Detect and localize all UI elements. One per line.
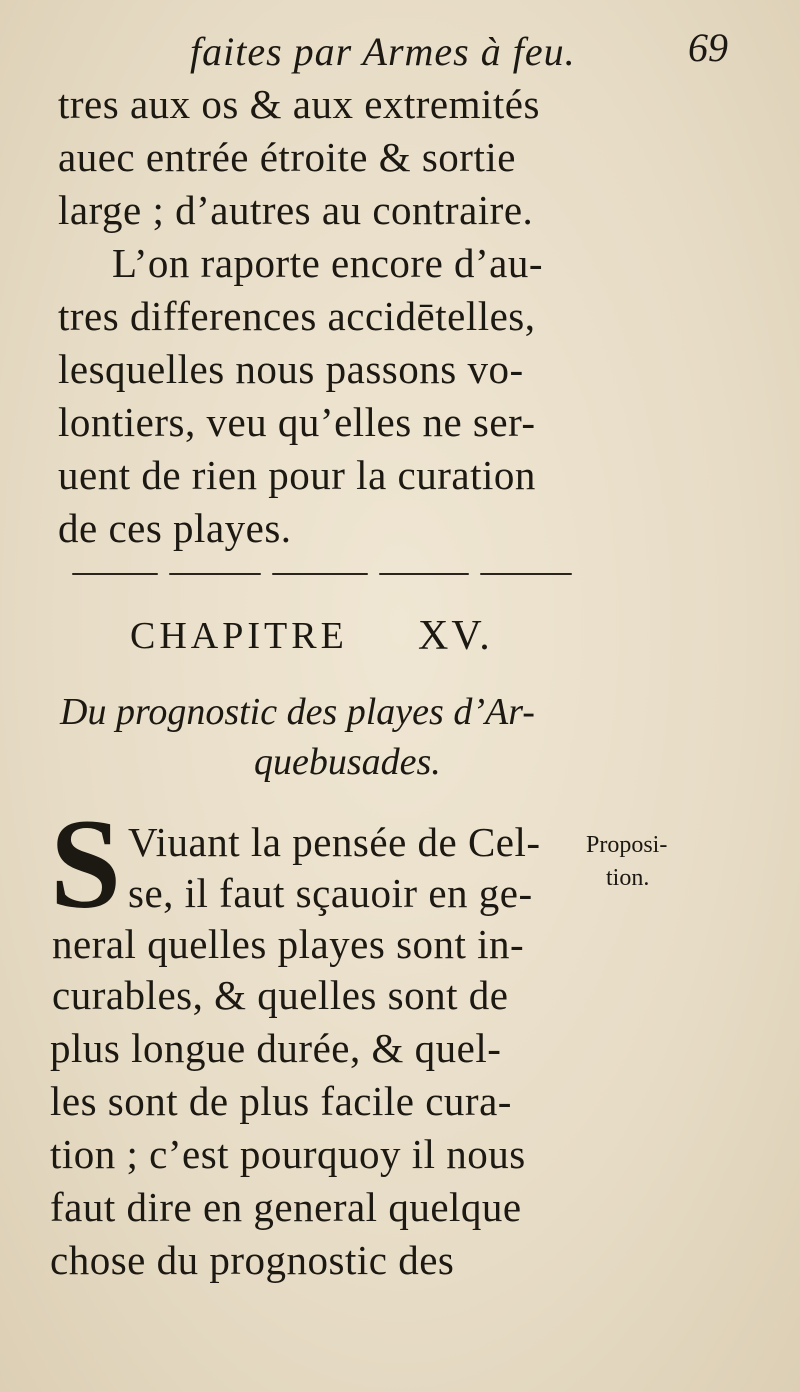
text-line: tres differences accidētelles,: [58, 293, 536, 339]
text-line: neral quelles playes sont in-: [52, 921, 525, 967]
text-line: curables, & quelles sont de: [52, 972, 509, 1018]
text-line: plus longue durée, & quel-: [50, 1025, 502, 1071]
text-line: tres aux os & aux extremités: [58, 81, 540, 127]
text-line: chose du prognostic des: [50, 1237, 455, 1283]
text-line: large ; d’autres au contraire.: [58, 187, 534, 233]
divider-segment: [272, 573, 368, 575]
running-title: faites par Armes à feu.: [190, 29, 576, 74]
divider-segment: [169, 573, 261, 575]
text-line: Viuant la pensée de Cel-: [128, 819, 541, 865]
chapter-subtitle: quebusades.: [254, 741, 441, 783]
divider-segment: [72, 573, 158, 575]
margin-note: tion.: [606, 865, 650, 891]
text-line: tion ; c’est pourquoy il nous: [50, 1131, 526, 1177]
text-line: L’on raporte encore d’au-: [112, 240, 544, 286]
text-line: uent de rien pour la curation: [58, 452, 536, 498]
divider-segment: [379, 573, 469, 575]
drop-cap: S: [50, 793, 122, 935]
page-number: 69: [688, 25, 728, 70]
text-line: les sont de plus facile cura-: [50, 1078, 512, 1124]
divider-segment: [480, 573, 572, 575]
text-line: de ces playes.: [58, 505, 292, 551]
text-line: se, il faut sçauoir en ge-: [128, 870, 533, 916]
section-divider: [72, 573, 572, 577]
text-line: faut dire en general quelque: [50, 1184, 522, 1230]
chapter-heading: CHAPITRE: [130, 615, 348, 657]
text-line: auec entrée étroite & sortie: [58, 134, 516, 180]
margin-note: Proposi-: [586, 832, 668, 858]
text-line: lesquelles nous passons vo-: [58, 346, 524, 392]
chapter-subtitle: Du prognostic des playes d’Ar-: [60, 691, 535, 733]
text-line: lontiers, veu qu’elles ne ser-: [58, 399, 536, 445]
chapter-number: XV.: [418, 613, 493, 659]
